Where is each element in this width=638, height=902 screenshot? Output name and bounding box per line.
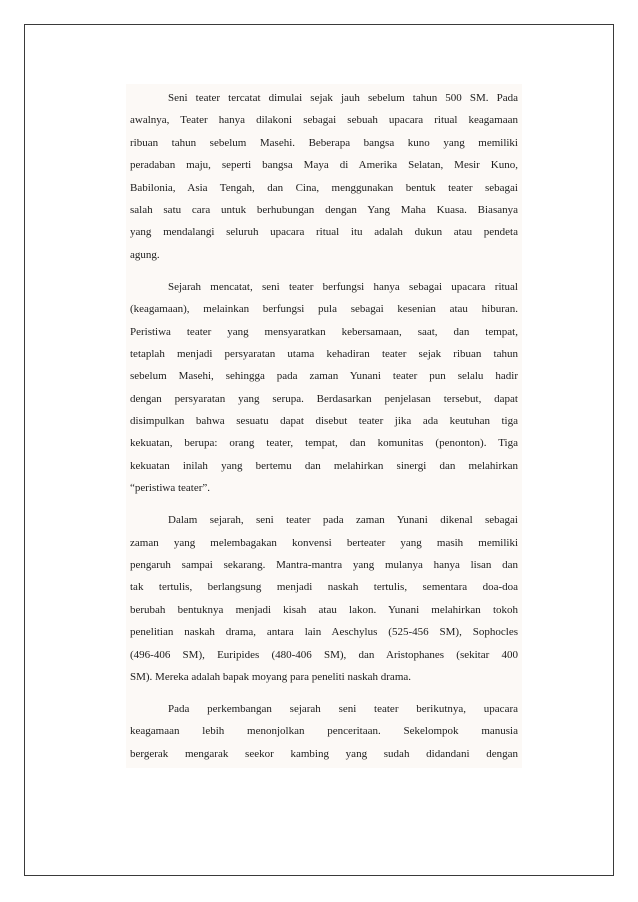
text-line: agung. bbox=[130, 248, 160, 261]
text-line: (keagamaan), melainkan berfungsi pula sebagai kesenian atau hiburan. bbox=[130, 303, 518, 316]
paragraph-1 bbox=[130, 87, 518, 266]
text-line: salah satu cara untuk berhubungan dengan Yang Maha Kuasa. Biasanya bbox=[130, 203, 518, 216]
text-line: bergerak mengarak seekor kambing yang sudah didandani dengan bbox=[130, 747, 518, 760]
text-line: dengan persyaratan yang serupa. Berdasarkan penjelasan tersebut, dapat bbox=[130, 392, 518, 405]
paragraph-2 bbox=[130, 276, 518, 500]
body-text bbox=[130, 87, 518, 775]
text-line: (496-406 SM), Euripides (480-406 SM), dan Aristophanes (sekitar 400 bbox=[130, 648, 518, 661]
text-line: kekuatan, berupa: orang teater, tempat, dan komunitas (penonton). Tiga bbox=[130, 437, 518, 450]
text-line: Seni teater tercatat dimulai sejak jauh sebelum tahun 500 SM. Pada bbox=[168, 92, 518, 104]
text-line: Peristiwa teater yang mensyaratkan kebersamaan, saat, dan tempat, bbox=[130, 325, 518, 338]
paragraph-3 bbox=[130, 509, 518, 688]
text-line: awalnya, Teater hanya dilakoni sebagai sebuah upacara ritual keagamaan bbox=[130, 114, 518, 127]
text-line: peradaban maju, seperti bangsa Maya di Amerika Selatan, Mesir Kuno, bbox=[130, 159, 518, 172]
text-line: Dalam sejarah, seni teater pada zaman Yunani dikenal sebagai bbox=[168, 514, 518, 527]
text-line: “peristiwa teater”. bbox=[130, 482, 211, 495]
text-line: tak tertulis, berlangsung menjadi naskah tertulis, sementara doa-doa bbox=[130, 581, 518, 594]
text-line: ribuan tahun sebelum Masehi. Beberapa bangsa kuno yang memiliki bbox=[130, 136, 518, 149]
text-line: sebelum Masehi, sehingga pada zaman Yunani teater pun selalu hadir bbox=[130, 370, 518, 383]
text-line: Pada perkembangan sejarah seni teater berikutnya, upacara bbox=[168, 702, 518, 715]
text-line: yang mendalangi seluruh upacara ritual itu adalah dukun atau pendeta bbox=[130, 226, 518, 239]
text-line: disimpulkan bahwa sesuatu dapat disebut teater jika ada keutuhan tiga bbox=[130, 415, 518, 428]
paragraph-4 bbox=[130, 698, 518, 765]
text-line: SM). Mereka adalah bapak moyang para peneliti naskah drama. bbox=[130, 670, 412, 683]
text-line: berubah bentuknya menjadi kisah atau lakon. Yunani melahirkan tokoh bbox=[130, 603, 518, 616]
text-line: pengaruh sampai sekarang. Mantra-mantra yang mulanya hanya lisan dan bbox=[130, 559, 518, 571]
text-line: Babilonia, Asia Tengah, dan Cina, menggunakan bentuk teater sebagai bbox=[130, 181, 518, 194]
text-line: kekuatan inilah yang bertemu dan melahirkan sinergi dan melahirkan bbox=[130, 459, 518, 472]
text-line: penelitian naskah drama, antara lain Aeschylus (525-456 SM), Sophocles bbox=[130, 626, 518, 639]
text-line: keagamaan lebih menonjolkan penceritaan. Sekelompok manusia bbox=[130, 725, 518, 738]
text-line: zaman yang melembagakan konvensi berteater yang masih memiliki bbox=[130, 536, 518, 549]
text-line: tetaplah menjadi persyaratan utama kehadiran teater sejak ribuan tahun bbox=[130, 347, 518, 360]
text-line: Sejarah mencatat, seni teater berfungsi hanya sebagai upacara ritual bbox=[168, 280, 518, 293]
